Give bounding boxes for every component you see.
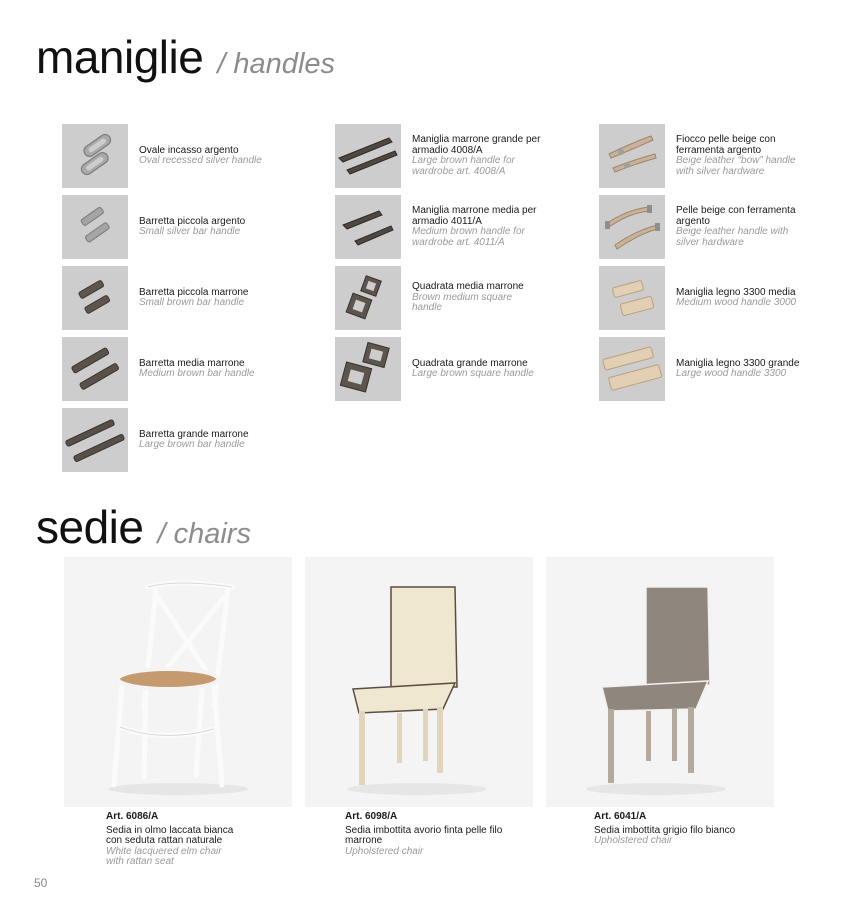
handle-item (62, 408, 269, 472)
handle-name-en: Large brown bar handle (139, 439, 245, 450)
handle-name-it: Barretta piccola marrone (139, 286, 249, 298)
handle-name-en: Large brown handle for wardrobe art. 4008/A (412, 155, 515, 177)
chair-name-en: Upholstered chair (345, 845, 424, 857)
handle-oval-silver-image (62, 124, 128, 188)
handle-name-en: Oval recessed silver handle (139, 155, 262, 166)
handle-bar-medium-brown-image (62, 337, 128, 401)
chair-name-it: Sedia in olmo laccata bianca con seduta rattan naturale (106, 824, 234, 846)
handle-wood-large-image (599, 337, 665, 401)
handle-square-large-image (335, 337, 401, 401)
handle-name-it: Barretta piccola argento (139, 215, 246, 227)
handle-item (62, 124, 269, 188)
handle-name-it: Ovale incasso argento (139, 144, 239, 156)
handle-name-it: Maniglia marrone media per armadio 4011/A (412, 205, 537, 227)
handle-name-en: Beige leather “bow” handle with silver hardware (676, 155, 796, 177)
chair-6098-image (305, 557, 533, 807)
handle-bar-small-brown-image (62, 266, 128, 330)
handle-name-it: Maniglia marrone grande per armadio 4008/A (412, 134, 541, 156)
handle-item (335, 124, 542, 188)
handle-square-medium-image (335, 266, 401, 330)
chairs-title-it: sedie (36, 501, 144, 553)
handle-item (62, 195, 269, 259)
chair-name-it: Sedia imbottita avorio finta pelle filo marrone (345, 824, 503, 846)
handle-name-en: Beige leather handle with silver hardware (676, 226, 789, 248)
chair-6086-caption (106, 812, 246, 868)
handles-section-title (36, 30, 335, 84)
handles-title-it: maniglie (36, 31, 204, 83)
handle-name-en: Medium brown handle for wardrobe art. 4011/A (412, 226, 525, 248)
handle-name-en: Small silver bar handle (139, 226, 241, 237)
handle-name-it: Quadrata grande marrone (412, 357, 528, 369)
chair-art-number: Art. 6098/A (345, 811, 398, 822)
handle-bar-large-brown-image (62, 408, 128, 472)
handle-name-en: Medium brown bar handle (139, 368, 255, 379)
handle-item (335, 195, 542, 259)
handle-name-it: Maniglia legno 3300 media (676, 286, 796, 298)
handle-leather-bow-image (599, 124, 665, 188)
handle-wardrobe-medium-image (335, 195, 401, 259)
chair-6098-caption (345, 812, 505, 857)
handle-wardrobe-large-image (335, 124, 401, 188)
handle-item (599, 124, 806, 188)
chair-name-it: Sedia imbottita grigio filo bianco (594, 824, 736, 836)
handle-name-it: Maniglia legno 3300 grande (676, 357, 800, 369)
chair-art-number: Art. 6086/A (106, 811, 159, 822)
chair-6041-image (546, 557, 774, 807)
handle-name-it: Fiocco pelle beige con ferramenta argento (676, 134, 776, 156)
handle-name-en: Small brown bar handle (139, 297, 245, 308)
chair-art-number: Art. 6041/A (594, 811, 647, 822)
chair-name-en: White lacquered elm chair with rattan seat (106, 845, 222, 867)
handle-name-it: Quadrata media marrone (412, 281, 524, 293)
handle-name-it: Pelle beige con ferramenta argento (676, 205, 796, 227)
chairs-section-title (36, 500, 251, 554)
chairs-title-en: / chairs (157, 518, 251, 550)
handle-name-en: Brown medium square handle (412, 291, 513, 314)
chair-name-en: Upholstered chair (594, 835, 673, 846)
handle-item (335, 266, 542, 330)
handle-name-en: Large brown square handle (412, 368, 534, 379)
chair-6041-caption (594, 812, 735, 847)
handle-name-en: Large wood handle 3300 (676, 368, 787, 379)
handle-wood-medium-image (599, 266, 665, 330)
page-number: 50 (34, 876, 48, 890)
handle-name-it: Barretta media marrone (139, 357, 245, 369)
handle-bar-small-silver-image (62, 195, 128, 259)
handle-item (599, 195, 806, 259)
handle-item (62, 337, 269, 401)
handle-name-it: Barretta grande marrone (139, 428, 249, 440)
chair-6086-image (64, 557, 292, 807)
handle-item (62, 266, 269, 330)
handle-name-en: Medium wood handle 3000 (676, 297, 797, 308)
handle-item (599, 337, 806, 401)
handles-title-en: / handles (217, 48, 336, 80)
handle-item (335, 337, 542, 401)
handle-leather-beige-image (599, 195, 665, 259)
handle-item (599, 266, 806, 330)
